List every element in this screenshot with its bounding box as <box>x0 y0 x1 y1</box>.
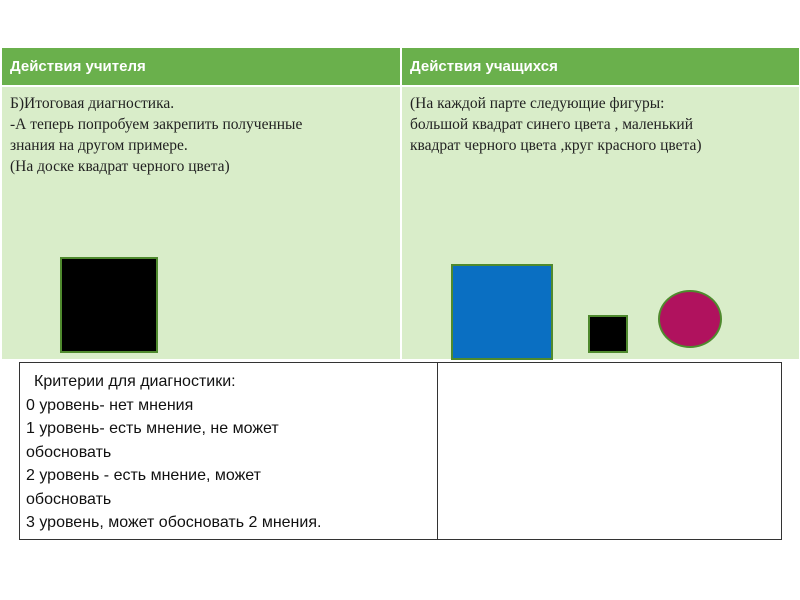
large-blue-square <box>451 264 553 360</box>
student-actions-cell <box>402 87 799 359</box>
criteria-line: обосновать <box>26 443 112 461</box>
criteria-line: обосновать <box>26 490 112 508</box>
header-teacher-actions: Действия учителя <box>2 48 400 85</box>
header-student-actions: Действия учащихся <box>402 48 799 85</box>
student-line: (На каждой парте следующие фигуры: <box>410 95 665 112</box>
teacher-line: знания на другом примере. <box>10 137 188 154</box>
lesson-table <box>1 47 799 359</box>
criteria-cell <box>20 363 438 539</box>
teacher-line: -А теперь попробуем закрепить полученные <box>10 116 303 133</box>
criteria-title: Критерии для диагностики: <box>34 373 236 390</box>
small-black-square <box>588 315 628 353</box>
criteria-line: 1 уровень- есть мнение, не может <box>26 420 279 437</box>
teacher-actions-cell <box>2 87 400 359</box>
teacher-line: Б)Итоговая диагностика. <box>10 95 175 112</box>
student-line: большой квадрат синего цвета , маленький <box>410 116 694 133</box>
criteria-line: 0 уровень- нет мнения <box>26 396 194 414</box>
criteria-line: 2 уровень - есть мнение, может <box>26 467 261 484</box>
teacher-line: (На доске квадрат черного цвета) <box>10 158 230 175</box>
empty-cell <box>439 363 781 539</box>
black-square-board <box>60 257 158 353</box>
red-circle <box>658 290 722 348</box>
criteria-table <box>19 362 782 540</box>
student-line: квадрат черного цвета ,круг красного цвета) <box>410 137 702 154</box>
criteria-line: 3 уровень, может обосновать 2 мнения. <box>26 514 322 531</box>
